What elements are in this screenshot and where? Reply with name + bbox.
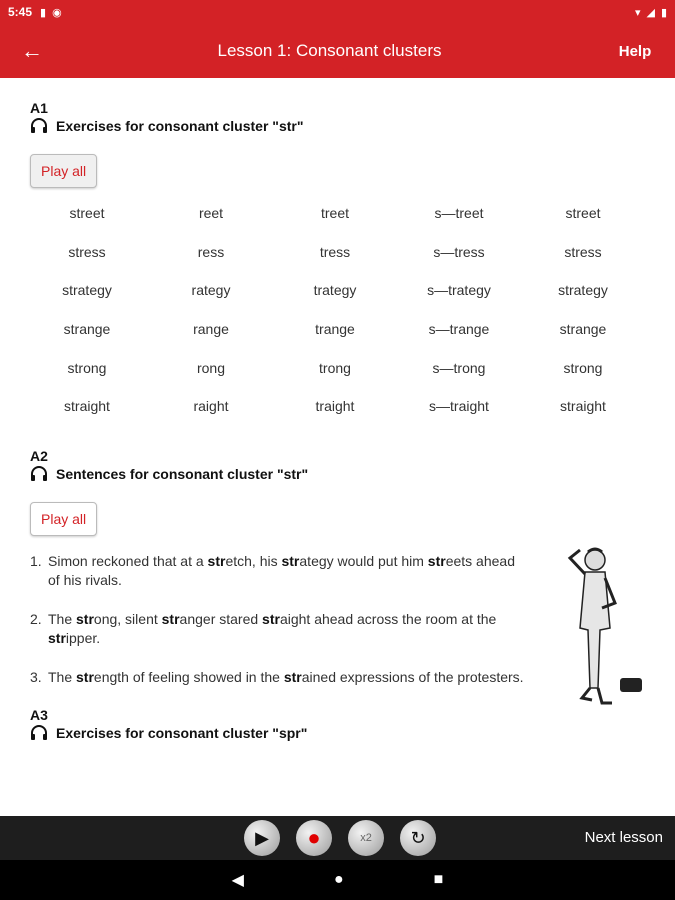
signal-icon: ◢	[646, 6, 655, 19]
word-cell[interactable]: reet	[198, 205, 224, 221]
word-cell[interactable]: stress	[68, 243, 106, 260]
word-grid	[25, 194, 645, 426]
word-cell[interactable]: trong	[319, 359, 351, 376]
word-cell[interactable]: s—trong	[432, 359, 486, 376]
headphones-icon	[30, 725, 48, 741]
sd-card-icon: ▮	[40, 6, 47, 19]
battery-icon: ▮	[660, 6, 667, 19]
app-bar	[0, 24, 675, 78]
section-title: Exercises for consonant cluster "spr"	[30, 725, 645, 741]
word-cell[interactable]: s—treet	[434, 205, 484, 221]
section-id: A3	[30, 707, 48, 724]
status-time: 5:45	[8, 5, 33, 19]
word-cell[interactable]: traight	[315, 398, 355, 415]
sentence-item[interactable]	[30, 668, 530, 687]
playback-controls	[244, 820, 436, 856]
thinking-man-illustration	[540, 538, 650, 718]
vpn-icon: ◉	[52, 6, 62, 19]
play-all-button[interactable]: Play all	[30, 502, 97, 536]
word-cell[interactable]: strategy	[62, 282, 112, 299]
help-button[interactable]: Help	[618, 42, 652, 60]
replay-button[interactable]	[400, 820, 436, 856]
record-icon: ●	[307, 825, 321, 850]
nav-back-icon[interactable]: ◀	[231, 872, 244, 889]
nav-home-icon[interactable]: ●	[333, 871, 344, 888]
word-cell[interactable]: treet	[320, 205, 349, 221]
word-cell[interactable]: range	[193, 321, 229, 338]
word-cell[interactable]: stress	[564, 243, 602, 260]
headphones-icon	[30, 118, 48, 134]
sentence-number: 3.	[30, 669, 42, 686]
page-title: Lesson 1: Consonant clusters	[217, 41, 442, 60]
back-button[interactable]	[0, 38, 64, 64]
sentence-item[interactable]	[30, 610, 530, 648]
section-id: A1	[30, 100, 48, 116]
replay-icon: ↻	[410, 827, 426, 848]
sentence-number: 2.	[30, 611, 42, 628]
word-cell[interactable]: s—trange	[428, 321, 490, 338]
play-icon: ▶	[255, 827, 269, 848]
word-cell[interactable]: trategy	[313, 282, 357, 299]
word-cell[interactable]: s—tress	[433, 243, 485, 260]
word-cell[interactable]: raight	[193, 398, 229, 415]
section-id: A2	[30, 448, 48, 465]
word-cell[interactable]: trange	[315, 321, 355, 338]
wifi-icon: ▾	[634, 6, 641, 19]
word-cell[interactable]: strong	[67, 359, 107, 376]
word-cell[interactable]: street	[565, 205, 601, 221]
sentence-number: 1.	[30, 553, 42, 570]
word-cell[interactable]: rategy	[191, 282, 231, 299]
system-nav-bar	[0, 860, 675, 900]
word-cell[interactable]: ress	[197, 243, 225, 260]
word-cell[interactable]: strange	[63, 321, 111, 338]
word-cell[interactable]: rong	[196, 359, 226, 376]
sentence-text: Simon reckoned that at a stretch, his strategy would put him streets ahead of his rivals.	[48, 553, 515, 589]
word-cell[interactable]: s—trategy	[427, 282, 491, 299]
word-cell[interactable]: straight	[560, 398, 606, 415]
word-cell[interactable]: street	[69, 205, 105, 221]
play-all-button[interactable]: Play all	[30, 154, 97, 188]
word-cell[interactable]: straight	[64, 398, 110, 415]
record-button[interactable]	[296, 820, 332, 856]
sentence-text: The strong, silent stranger stared straight ahead across the room at the stripper.	[48, 611, 497, 647]
section-a1	[30, 100, 645, 426]
word-cell[interactable]: strong	[563, 359, 603, 376]
section-title: Sentences for consonant cluster "str"	[30, 466, 645, 482]
speed-x2-icon: x2	[360, 832, 372, 844]
sentence-text: The strength of feeling showed in the strained expressions of the protesters.	[48, 669, 524, 686]
lesson-content[interactable]	[0, 78, 675, 816]
next-lesson-button[interactable]: Next lesson	[584, 829, 663, 846]
word-cell[interactable]: tress	[319, 243, 351, 260]
sentence-item[interactable]	[30, 552, 530, 590]
word-cell[interactable]: strange	[559, 321, 607, 338]
bottom-control-bar	[0, 816, 675, 860]
speed-x2-button[interactable]	[348, 820, 384, 856]
status-bar	[0, 0, 675, 24]
nav-recents-icon[interactable]: ■	[433, 871, 444, 888]
word-cell[interactable]: strategy	[558, 282, 608, 299]
sentence-list	[30, 552, 530, 687]
arrow-left-icon: ←	[21, 38, 43, 63]
play-button[interactable]	[244, 820, 280, 856]
section-title: Exercises for consonant cluster "str"	[30, 118, 645, 134]
headphones-icon	[30, 466, 48, 482]
word-cell[interactable]: s—traight	[429, 398, 489, 415]
